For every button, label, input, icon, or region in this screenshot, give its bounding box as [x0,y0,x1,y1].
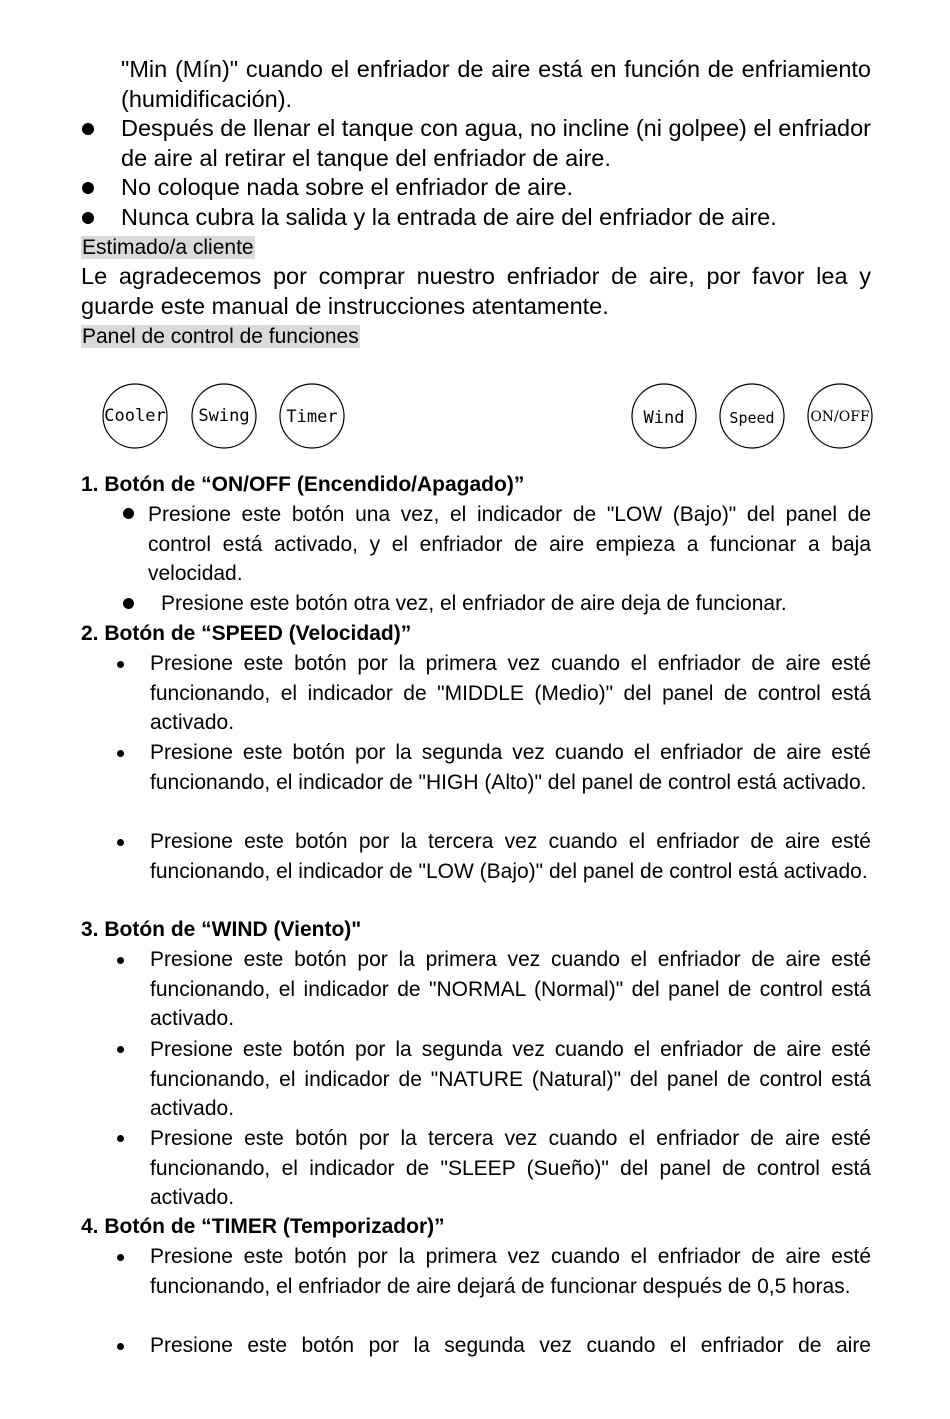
bullet-dot-icon [82,182,94,194]
bullet-dot-icon [117,1046,124,1053]
bullet-dot-icon [117,750,124,757]
bullet-dot-icon [117,957,124,964]
section-2-item-3: Presione este botón por la tercera vez cuando el enfriador de aire esté funcionando, el indicador de "LOW (Bajo)" del panel de control está activado. [150,830,871,883]
bullet-dot-icon [82,212,94,224]
timer-button-label: Timer [286,407,338,427]
greeting-text: Le agradecemos por comprar nuestro enfriador de aire, por favor lea y guarde este manual de instrucciones atentamente. [81,263,871,319]
bullet-dot-icon [117,1135,124,1142]
intro-bullet-3: Nunca cubra la salida y la entrada de aire del enfriador de aire. [121,204,777,230]
greeting-label: Estimado/a cliente [82,236,254,259]
greeting-label-wrap [81,233,255,263]
section-4-item-1: Presione este botón por la primera vez cuando el enfriador de aire esté funcionando, el enfriador de aire dejará de funcionar después de 0,5 horas. [150,1245,871,1298]
cooler-button-label: Cooler [104,406,166,426]
intro-continued-text: "Min (Mín)" cuando el enfriador de aire está en función de enfriamiento (humidificación). [121,56,871,112]
section-2-heading: 2. Botón de “SPEED (Velocidad)” [81,622,412,645]
panel-title-wrap [81,322,360,352]
section-3-item-3: Presione este botón por la tercera vez cuando el enfriador de aire esté funcionando, el indicador de "SLEEP (Sueño)" del panel de control está activado. [150,1127,871,1210]
section-4-item-2: Presione este botón por la segunda vez cuando el enfriador de aire [150,1334,871,1357]
section-1-heading: 1. Botón de “ON/OFF (Encendido/Apagado)” [81,473,525,496]
speed-button-label: Speed [729,409,775,427]
section-3-item-2: Presione este botón por la segunda vez cuando el enfriador de aire esté funcionando, el indicador de "NATURE (Natural)" del panel de control está activado. [150,1038,871,1121]
wind-button[interactable] [630,382,698,450]
speed-button[interactable] [718,382,786,450]
intro-bullet-2: No coloque nada sobre el enfriador de aire. [121,174,574,200]
bullet-dot-icon [123,508,134,519]
section-4-heading: 4. Botón de “TIMER (Temporizador)” [81,1215,445,1238]
panel-title: Panel de control de funciones [82,325,359,348]
section-1-item-2: Presione este botón otra vez, el enfriador de aire deja de funcionar. [161,592,787,615]
bullet-dot-icon [117,661,124,668]
swing-button[interactable] [190,382,258,450]
timer-button[interactable] [278,382,346,450]
section-3-heading: 3. Botón de “WIND (Viento)" [81,918,362,941]
section-3-item-1: Presione este botón por la primera vez cuando el enfriador de aire esté funcionando, el indicador de "NORMAL (Normal)" del panel de control está activado. [150,948,871,1031]
bullet-dot-icon [117,839,124,846]
cooler-button[interactable] [101,382,169,450]
bullet-dot-icon [123,598,134,609]
wind-button-label: Wind [643,408,685,428]
bullet-dot-icon [117,1254,124,1261]
bullet-dot-icon [82,123,94,135]
section-2-item-1: Presione este botón por la primera vez cuando el enfriador de aire esté funcionando, el indicador de "MIDDLE (Medio)" del panel de control está activado. [150,652,871,735]
on-off-button[interactable] [806,382,874,450]
section-1-item-1: Presione este botón una vez, el indicador de "LOW (Bajo)" del panel de control está activado, y el enfriador de aire empieza a funcionar a baja velocidad. [148,503,871,586]
on-off-button-label: ON/OFF [810,409,870,425]
intro-bullet-1: Después de llenar el tanque con agua, no incline (ni golpee) el enfriador de aire al retirar el tanque del enfriador de aire. [121,115,871,171]
bullet-dot-icon [117,1343,124,1350]
swing-button-label: Swing [198,406,250,426]
section-2-item-2: Presione este botón por la segunda vez cuando el enfriador de aire esté funcionando, el indicador de "HIGH (Alto)" del panel de control está activado. [150,741,871,794]
